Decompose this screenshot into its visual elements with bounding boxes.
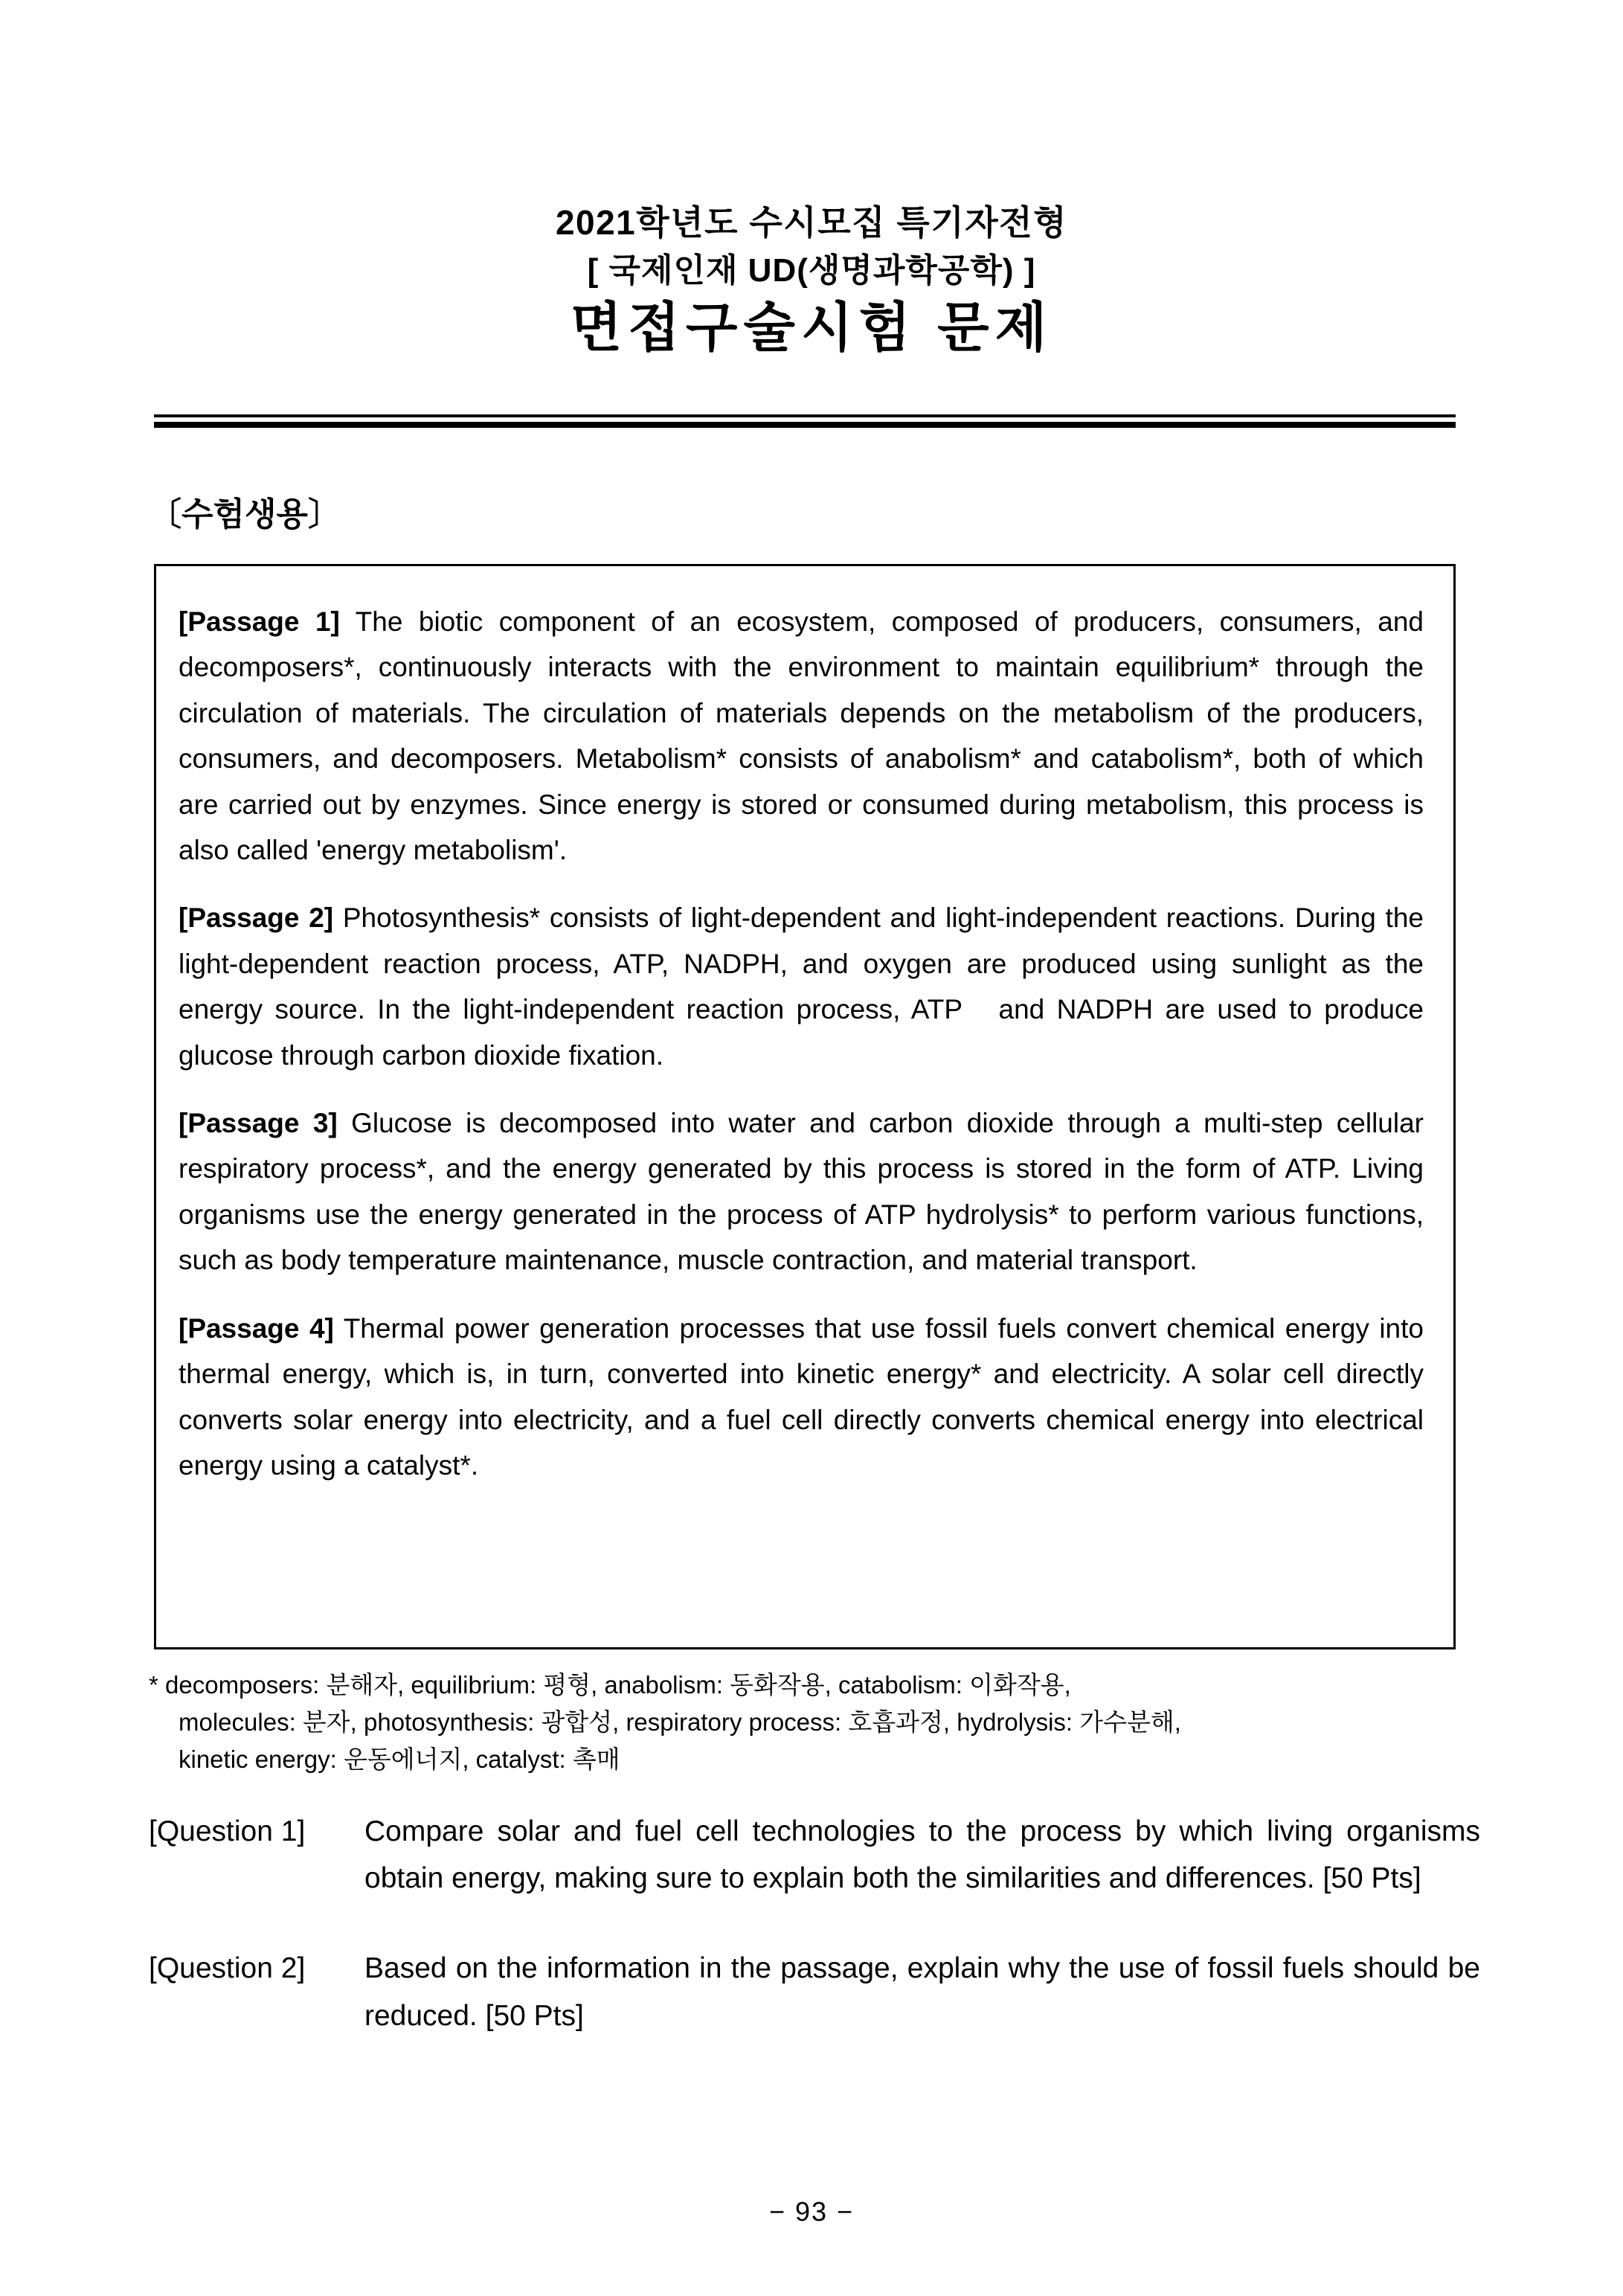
- passage-1-label: [Passage 1]: [179, 606, 340, 637]
- question-1-text: Compare solar and fuel cell technologies to the process by which living organisms obtain energy, making sure to explain both the similarities and differences. [50 Pts]: [364, 1815, 1488, 1895]
- glossary-line-2: molecules: 분자, photosynthesis: 광합성, respiratory process: 호흡과정, hydrolysis: 가수분해,: [179, 1708, 1181, 1737]
- header-admission-line: 2021학년도 수시모집 특기자전형: [555, 203, 1068, 242]
- page-number: − 93 −: [768, 2196, 855, 2227]
- questions-section: [149, 1808, 1488, 2082]
- glossary-line-1: * decomposers: 분해자, equilibrium: 평형, anabolism: 동화작용, catabolism: 이화작용,: [149, 1671, 1071, 1699]
- header-double-rule: [154, 414, 1456, 428]
- passage-2: [179, 895, 1432, 1078]
- question-1-label: [Question 1]: [149, 1815, 306, 1847]
- glossary-footnote: [149, 1667, 1473, 1778]
- passage-3-text: Glucose is decomposed into water and carbon dioxide through a multi-step cellular respiratory process*, and the energy generated by this process is stored in the form of ATP. Living organisms use the energy generated in the process of ATP hydrolysis* to perform various functions, such as body temperature maintenance, muscle contraction, and material transport.: [179, 1108, 1432, 1276]
- question-2-label: [Question 2]: [149, 1952, 306, 1985]
- audience-label: 〔수험생용〕: [149, 496, 341, 533]
- passage-1: [179, 599, 1432, 873]
- question-2: [149, 1945, 1488, 2039]
- exam-header: [0, 201, 1623, 359]
- header-program-line: [ 국제인재 UD(생명과학공학) ]: [587, 251, 1036, 289]
- passage-4-text: Thermal power generation processes that use fossil fuels convert chemical energy into thermal energy, which is, in turn, converted into kinetic energy* and electricity. A solar cell directly converts solar energy into electricity, and a fuel cell directly converts chemical energy into electrical energy using a catalyst*.: [179, 1312, 1432, 1481]
- question-2-text: Based on the information in the passage, explain why the use of fossil fuels should be reduced. [50 Pts]: [364, 1952, 1488, 2032]
- passage-4: [179, 1306, 1432, 1489]
- rule-thick-line: [154, 422, 1456, 428]
- passage-2-label: [Passage 2]: [179, 902, 334, 934]
- passage-1-text: The biotic component of an ecosystem, composed of producers, consumers, and decomposers*, continuously interacts with the environment to maintain equilibrium* through the circulation of materials. The circulation of materials depends on the metabolism of the producers, consumers, and decomposers. Metabolism* consists of anabolism* and catabolism*, both of which are carried out by enzymes. Since energy is stored or consumed during metabolism, this process is also called 'energy metabolism'.: [179, 606, 1432, 866]
- glossary-line-3: kinetic energy: 운동에너지, catalyst: 촉매: [179, 1745, 620, 1774]
- question-1: [149, 1808, 1488, 1902]
- page-title: 면접구술시험 문제: [570, 298, 1053, 358]
- passage-2-text: Photosynthesis* consists of light-dependent and light-independent reactions. During the light-dependent reaction process, ATP, NADPH, and oxygen are produced using sunlight as the energy source. In the light-independent reaction process, ATP and NADPH are used to produce glucose through carbon dioxide fixation.: [179, 902, 1432, 1071]
- passage-3-label: [Passage 3]: [179, 1108, 338, 1139]
- passage-4-label: [Passage 4]: [179, 1312, 334, 1344]
- passage-3: [179, 1100, 1432, 1283]
- passage-box: [154, 564, 1456, 1649]
